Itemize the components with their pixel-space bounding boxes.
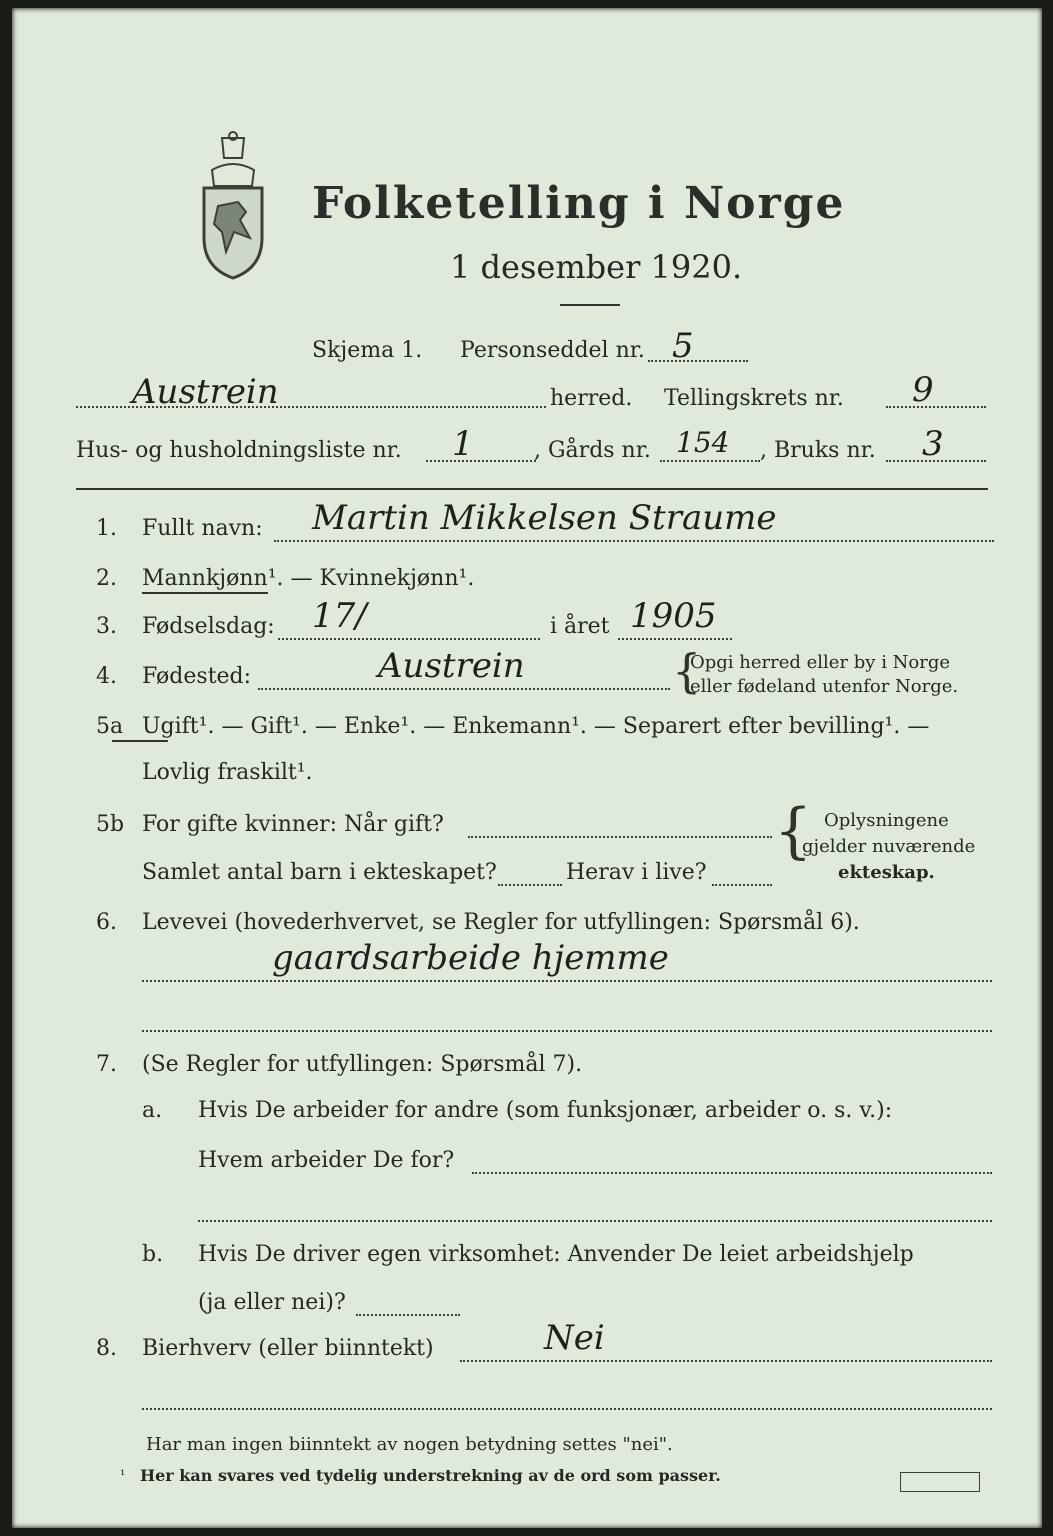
schema-label: Skjema 1. xyxy=(312,338,423,363)
birthday-value[interactable]: 17/ xyxy=(312,596,367,636)
birthday-field-line xyxy=(278,638,540,640)
q1-field-line xyxy=(274,540,994,542)
children-label: Samlet antal barn i ekteskapet? xyxy=(142,860,497,885)
q3-number: 3. xyxy=(96,614,117,639)
q5a-number: 5a xyxy=(96,714,124,739)
marital-status-options[interactable]: Ugift¹. — Gift¹. — Enke¹. — Enkemann¹. — Separert efter bevilling¹. — xyxy=(142,714,930,739)
marriage-note-2: gjelder nuværende xyxy=(802,836,976,857)
herred-value[interactable]: Austrein xyxy=(132,372,279,412)
q4-number: 4. xyxy=(96,664,117,689)
q4-label: Fødested: xyxy=(142,664,252,689)
married-when-field-line xyxy=(468,836,772,838)
occupation-value[interactable]: gaardsarbeide hjemme xyxy=(272,938,669,978)
title-rule xyxy=(560,304,620,306)
gender-options[interactable]: Mannkjønn¹. — Kvinnekjønn¹. xyxy=(142,566,475,591)
marital-underline xyxy=(112,740,168,742)
marriage-note-3: ekteskap. xyxy=(838,862,935,883)
personseddel-label: Personseddel nr. xyxy=(460,338,645,363)
q7-number: 7. xyxy=(96,1052,117,1077)
gards-value[interactable]: 154 xyxy=(676,426,730,459)
gender-underline xyxy=(142,592,268,594)
coat-of-arms-icon xyxy=(194,128,272,288)
hus-field-line xyxy=(426,460,536,462)
hired-help-label: (ja eller nei)? xyxy=(198,1290,346,1315)
side-income-field-line xyxy=(460,1360,992,1362)
personseddel-value[interactable]: 5 xyxy=(672,326,694,366)
occupation-field-line-1 xyxy=(142,980,992,982)
q1-number: 1. xyxy=(96,516,117,541)
q6-number: 6. xyxy=(96,910,117,935)
section-divider xyxy=(76,488,988,490)
tellingskrets-value[interactable]: 9 xyxy=(912,370,934,410)
note-brace-2: { xyxy=(774,796,813,866)
q2-number: 2. xyxy=(96,566,117,591)
marriage-note-1: Oplysningene xyxy=(824,810,949,831)
census-form-page xyxy=(12,8,1042,1528)
hired-help-field-line xyxy=(356,1314,460,1316)
side-income-field-line-2 xyxy=(142,1408,992,1410)
tellingskrets-field-line xyxy=(886,406,986,408)
gards-label: , Gårds nr. xyxy=(534,438,651,463)
form-title: Folketelling i Norge xyxy=(312,178,846,229)
q7b-label: Hvis De driver egen virksomhet: Anvender De leiet arbeidshjelp xyxy=(198,1242,914,1267)
q7a-label: Hvis De arbeider for andre (som funksjonær, arbeider o. s. v.): xyxy=(198,1098,893,1123)
side-income-value[interactable]: Nei xyxy=(544,1318,605,1358)
birthplace-note-1: Opgi herred eller by i Norge xyxy=(690,652,951,673)
q6-label: Levevei (hovederhvervet, se Regler for utfyllingen: Spørsmål 6). xyxy=(142,910,860,935)
tellingskrets-label: Tellingskrets nr. xyxy=(664,386,844,411)
q5b-label: For gifte kvinner: Når gift? xyxy=(142,812,444,837)
birthplace-field-line xyxy=(258,688,670,690)
children-field-line xyxy=(498,884,562,886)
q8-number: 8. xyxy=(96,1336,117,1361)
q5b-number: 5b xyxy=(96,812,125,837)
occupation-field-line-2 xyxy=(142,1030,992,1032)
alive-label: Herav i live? xyxy=(566,860,707,885)
alive-field-line xyxy=(712,884,772,886)
birthplace-note-2: eller fødeland utenfor Norge. xyxy=(690,676,959,697)
printer-stamp xyxy=(900,1472,980,1492)
census-date: 1 desember 1920. xyxy=(450,248,743,286)
hus-value[interactable]: 1 xyxy=(452,424,474,464)
gards-field-line xyxy=(660,460,760,462)
personseddel-field-line xyxy=(648,360,748,362)
birthplace-value[interactable]: Austrein xyxy=(378,646,525,686)
q7b-letter: b. xyxy=(142,1242,164,1267)
full-name-value[interactable]: Martin Mikkelsen Straume xyxy=(312,498,777,538)
q7-label: (Se Regler for utfyllingen: Spørsmål 7). xyxy=(142,1052,583,1077)
footnote-text: Her kan svares ved tydelig understrekning av de ord som passer. xyxy=(140,1466,721,1485)
year-field-line xyxy=(618,638,732,640)
footer-note: Har man ingen biinntekt av nogen betydning settes "nei". xyxy=(146,1434,673,1455)
q7a-letter: a. xyxy=(142,1098,163,1123)
birth-year-value[interactable]: 1905 xyxy=(630,596,717,636)
note-brace: { xyxy=(672,644,702,698)
bruks-value[interactable]: 3 xyxy=(922,424,944,464)
q8-label: Bierhverv (eller biinntekt) xyxy=(142,1336,434,1361)
employer-field-line xyxy=(472,1172,992,1174)
employer-label: Hvem arbeider De for? xyxy=(198,1148,455,1173)
employer-field-line-2 xyxy=(198,1220,992,1222)
q3-label: Fødselsdag: xyxy=(142,614,275,639)
herred-label: herred. xyxy=(550,386,633,411)
bruks-label: , Bruks nr. xyxy=(760,438,876,463)
marital-status-options-2[interactable]: Lovlig fraskilt¹. xyxy=(142,760,313,785)
year-label: i året xyxy=(550,614,610,639)
hus-label: Hus- og husholdningsliste nr. xyxy=(76,438,402,463)
q1-label: Fullt navn: xyxy=(142,516,263,541)
footnote-mark: ¹ xyxy=(120,1468,126,1483)
